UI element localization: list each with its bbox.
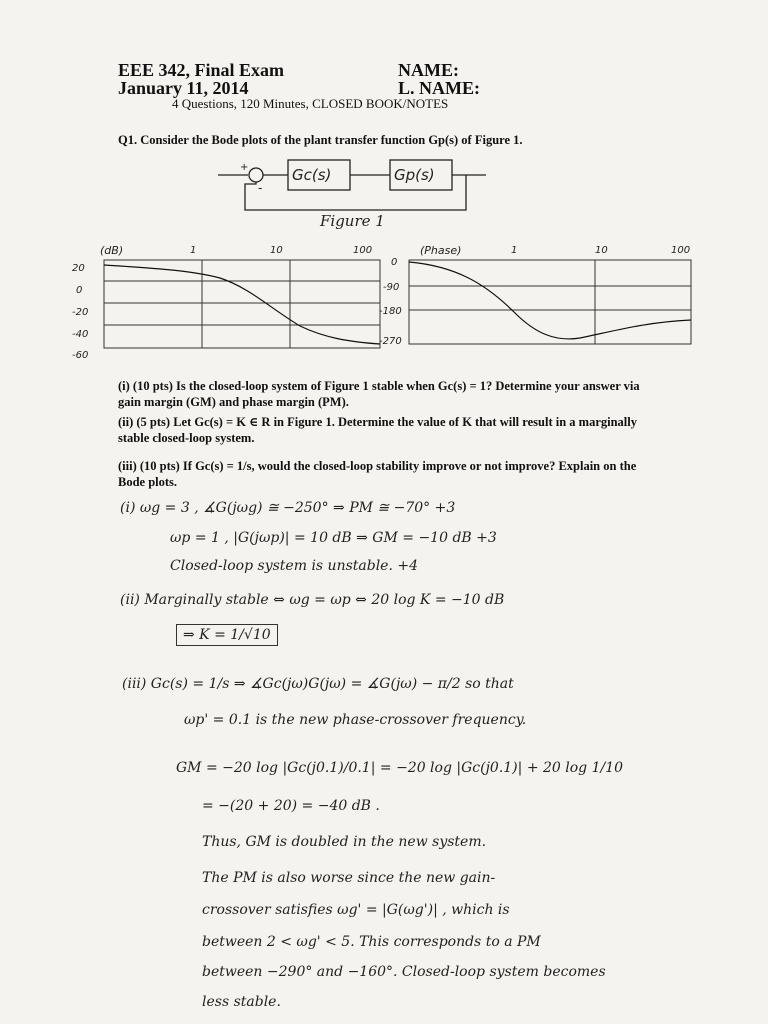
phase-freq-tick: 1: [511, 245, 518, 256]
figure-caption: Figure 1: [320, 212, 385, 230]
exam-title: EEE 342, Final Exam: [118, 60, 285, 80]
mag-freq-tick: 1: [190, 245, 197, 256]
answer-line: = −(20 + 20) = −40 dB .: [202, 798, 380, 814]
answer-line: ωp = 1 , |G(jωp)| = 10 dB ⇒ GM = −10 dB +3: [170, 530, 497, 546]
mag-freq-tick: 10: [270, 245, 283, 256]
answer-line: Thus, GM is doubled in the new system.: [202, 834, 487, 850]
phase-y-tick: -90: [383, 282, 400, 293]
answer-line: (ii) Marginally stable ⇔ ωg = ωp ⇔ 20 log K = −10 dB: [120, 592, 505, 608]
mag-title: (dB): [100, 244, 124, 257]
mag-y-tick: 20: [72, 263, 85, 274]
mag-y-tick: -60: [72, 350, 89, 361]
answer-line: (i) ωg = 3 , ∡G(jωg) ≅ −250° ⇒ PM ≅ −70° +3: [120, 500, 456, 516]
block-gp-label: Gp(s): [394, 166, 435, 184]
phase-y-tick: -270: [379, 336, 402, 347]
mag-freq-tick: 100: [353, 245, 373, 256]
answer-line: crossover satisfies ωg' = |G(ωg')| , which is: [202, 902, 510, 918]
mag-y-tick: 0: [76, 285, 83, 296]
part-i-text: (i) (10 pts) Is the closed-loop system of Figure 1 stable when Gc(s) = 1? Determine your answer via gain margin (GM) and phase margin (PM).: [118, 379, 640, 409]
phase-freq-tick: 10: [595, 245, 608, 256]
sum-minus: -: [258, 181, 263, 195]
answer-line: GM = −20 log |Gc(j0.1)/0.1| = −20 log |Gc(j0.1)| + 20 log 1/10: [176, 760, 624, 776]
answer-line: between 2 < ωg' < 5. This corresponds to a PM: [202, 934, 541, 950]
exam-date: January 11, 2014: [118, 78, 249, 98]
q1-statement: Q1. Consider the Bode plots of the plant transfer function Gp(s) of Figure 1.: [118, 133, 523, 147]
phase-y-tick: -180: [379, 306, 402, 317]
bode-phase-plot: [375, 238, 695, 368]
block-gc-label: Gc(s): [292, 166, 332, 184]
answer-boxed-k: ⇒ K = 1/√10: [176, 624, 278, 646]
mag-y-tick: -20: [72, 307, 89, 318]
answer-line: The PM is also worse since the new gain-: [202, 870, 496, 886]
answer-line: Closed-loop system is unstable. +4: [170, 558, 419, 574]
part-iii-text: (iii) (10 pts) If Gc(s) = 1/s, would the closed-loop stability improve or not improve? Explain on the Bode plots.: [118, 459, 637, 489]
phase-freq-tick: 100: [671, 245, 691, 256]
phase-y-tick: 0: [391, 257, 398, 268]
answer-line: ωp' = 0.1 is the new phase-crossover frequency.: [184, 712, 527, 728]
lname-label: L. NAME:: [398, 78, 480, 98]
answer-line: less stable.: [202, 994, 281, 1010]
part-ii-text: (ii) (5 pts) Let Gc(s) = K ∈ R in Figure 1. Determine the value of K that will result in a marginally stable closed-loop system.: [118, 415, 637, 445]
sum-plus: +: [240, 162, 249, 173]
bode-magnitude-plot: [70, 238, 390, 368]
answer-line: (iii) Gc(s) = 1/s ⇒ ∡Gc(jω)G(jω) = ∡G(jω) − π/2 so that: [122, 676, 514, 692]
exam-info: 4 Questions, 120 Minutes, CLOSED BOOK/NOTES: [172, 96, 449, 111]
phase-title: (Phase): [420, 244, 462, 257]
phase-curve: [409, 262, 691, 339]
mag-y-tick: -40: [72, 329, 89, 340]
answer-line: between −290° and −160°. Closed-loop system becomes: [202, 964, 606, 980]
magnitude-curve: [104, 265, 380, 344]
name-label: NAME:: [398, 60, 459, 80]
